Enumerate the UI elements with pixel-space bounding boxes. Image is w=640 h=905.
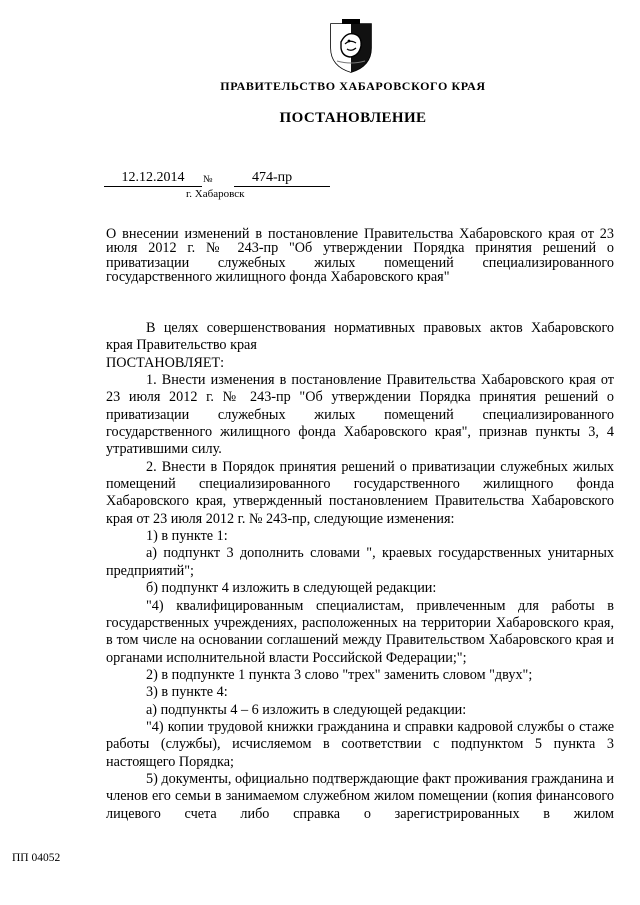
body-paragraph: 2) в подпункте 1 пункта 3 слово "трех" заменить словом "двух"; [146,666,533,683]
body-paragraph: 1. Внести изменения в постановление Правительства Хабаровского края от 23 июля 2012 г. № 243-пр "Об утверждении Порядка принятия решений о приватизации служебных жилых помещений специализированного государственного жилищного фонда Хабаровского края", признав пункты 3, 4 утратившими силу. [106,372,614,458]
document-type: ПОСТАНОВЛЕНИЕ [279,110,427,126]
number-sign: № [203,174,213,185]
document-city: г. Хабаровск [186,188,245,200]
document-code: ПП 04052 [12,852,61,864]
body-paragraph: 2. Внести в Порядок принятия решений о приватизации служебных жилых помещений специализированного государственного жилищного фонда Хабаровского края, утвержденный постановлением Правительства Хабаровского края от 23 июля 2012 г. № 243-пр, следующие изменения: [106,458,614,527]
body-paragraph: а) подпункты 4 – 6 изложить в следующей редакции: [146,701,467,718]
document-number: 474-пр [234,170,330,187]
resolves-heading: ПОСТАНОВЛЯЕТ: [106,354,225,371]
issuing-authority: ПРАВИТЕЛЬСТВО ХАБАРОВСКОГО КРАЯ [220,79,486,93]
document-date: 12.12.2014 [104,170,202,187]
body-paragraph: 1) в пункте 1: [146,528,228,545]
body-paragraph: "4) квалифицированным специалистам, привлеченным для работы в государственных учреждениях, расположенных на территории Хабаровского края, в том числе на основании соглашений между Правительством Хабаровского края и органами исполнительной власти Российской Федерации;"; [106,597,614,666]
body-paragraph: 5) документы, официально подтверждающие факт проживания гражданина и членов его семьи в занимаемом служебном жилом помещении (копия финансового лицевого счета либо справка о зарегистрированных в жилом [106,770,614,822]
document-body [106,320,614,823]
body-paragraph: б) подпункт 4 изложить в следующей редакции: [146,580,437,597]
body-paragraph: "4) копии трудовой книжки гражданина и справки кадровой службы о стаже работы (службы), исчисляемом в соответствии с подпунктом 5 пункта 3 настоящего Порядка; [106,718,614,770]
coat-of-arms-emblem [328,18,374,74]
document-subject: О внесении изменений в постановление Правительства Хабаровского края от 23 июля 2012 г. № 243-пр "Об утверждении Порядка принятия решений о приватизации служебных жилых помещений специализированного государственного жилищного фонда Хабаровского края" [106,226,614,286]
body-paragraph: а) подпункт 3 дополнить словами ", краевых государственных унитарных предприятий"; [106,545,614,579]
body-paragraph: 3) в пункте 4: [146,684,228,701]
preamble-paragraph: В целях совершенствования нормативных правовых актов Хабаровского края Правительство края [106,320,614,354]
